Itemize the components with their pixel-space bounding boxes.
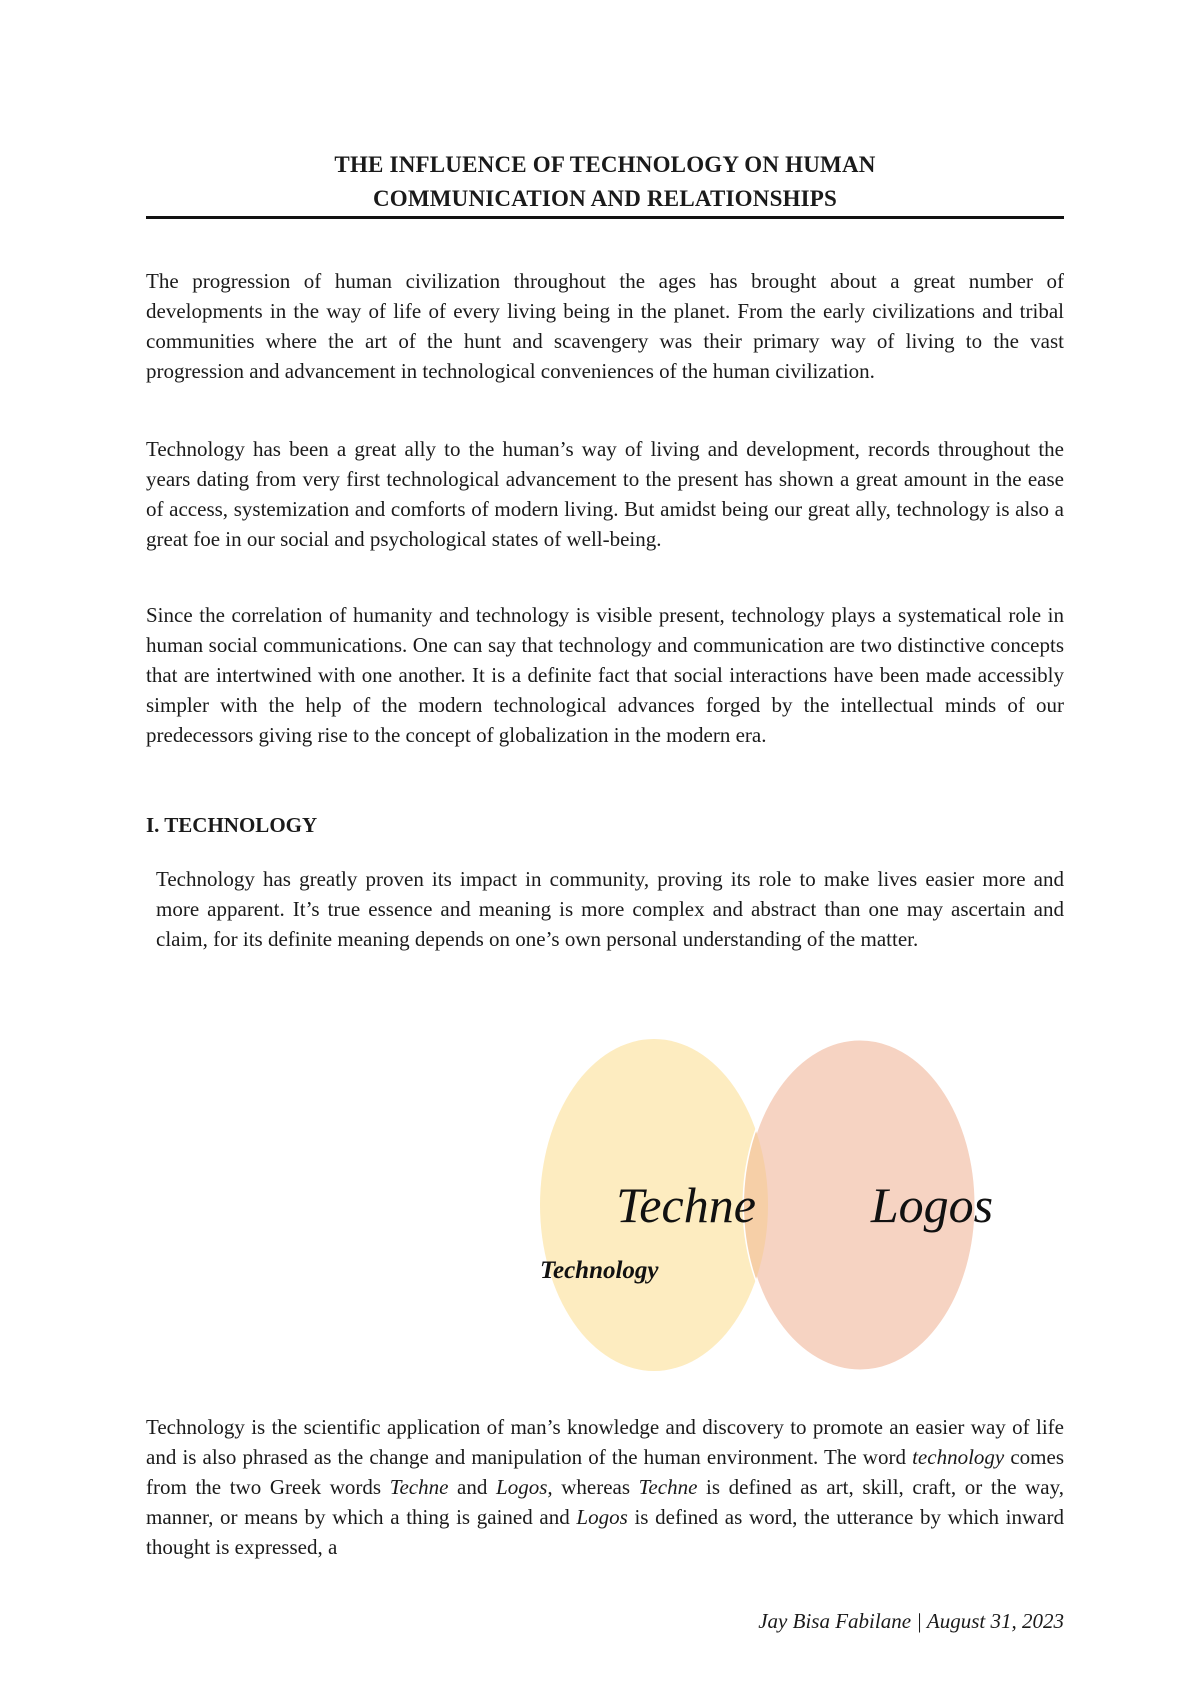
definition-text-2: comes from the two Greek words [146, 1445, 1064, 1499]
technology-paragraph: Technology has greatly proven its impact in community, proving its role to make lives easier more and more apparent. It’s true essence and meaning is more complex and abstract than one may ascertain and claim, for its definite meaning depends on one’s own personal understanding of the matter. [156, 867, 1064, 951]
definition-text-4: whereas [552, 1475, 639, 1499]
title-underline [146, 216, 1064, 219]
title-line-1: THE INFLUENCE OF TECHNOLOGY ON HUMAN [334, 152, 876, 177]
definition-text-6: is defined as word, the utterance by which inward thought is expressed, a [146, 1505, 1064, 1559]
intro-paragraph-1: The progression of human civilization throughout the ages has brought about a great number of developments in the way of life of every living being in the planet. From the early civilizations and tribal communities where the art of the hunt and scavengery was their primary way of living to the vast progression and advancement in technological conveniences of the human civilization. [146, 269, 1064, 383]
definition-emphasis-technology: technology [912, 1445, 1005, 1469]
definition-emphasis-logos-2: Logos [576, 1505, 628, 1529]
document-title [146, 148, 1064, 216]
definition-emphasis-techne-2: Techne [638, 1475, 698, 1499]
venn-overlap-label: Technology [540, 1257, 659, 1284]
venn-diagram [540, 1030, 1060, 1380]
definition-text-5: is defined as art, skill, craft, or the way, manner, or means by which a thing is gained and [146, 1475, 1065, 1529]
venn-right-label: Logos [870, 1177, 994, 1233]
definition-text-1: Technology is the scientific application of man’s knowledge and discovery to promote an easier way of life and is also phrased as the change and manipulation of the human environment. The word [146, 1415, 1064, 1469]
venn-left-label: Techne [616, 1177, 756, 1233]
intro-paragraph-2: Technology has been a great ally to the human’s way of living and development, records throughout the years dating from very first technological advancement to the present has shown a great amount in the ease of access, systemization and comforts of modern living. But amidst being our great ally, technology is also a great foe in our social and psychological states of well-being. [146, 437, 1064, 551]
title-line-2: COMMUNICATION AND RELATIONSHIPS [372, 186, 838, 211]
page-footer: Jay Bisa Fabilane | August 31, 2023 [758, 1609, 1064, 1633]
definition-paragraph [146, 1412, 1064, 1562]
definition-text-3: and [448, 1475, 497, 1499]
definition-emphasis-techne: Techne [389, 1475, 449, 1499]
definition-emphasis-logos: Logos, [496, 1475, 553, 1499]
intro-paragraph-3: Since the correlation of humanity and technology is visible present, technology plays a systematical role in human social communications. One can say that technology and communication are two distinctive concepts that are intertwined with one another. It is a definite fact that social interactions have been made accessibly simpler with the help of the modern technological advances forged by the intellectual minds of our predecessors giving rise to the concept of globalization in the modern era. [146, 603, 1064, 747]
section-heading-technology: I. TECHNOLOGY [146, 813, 318, 837]
